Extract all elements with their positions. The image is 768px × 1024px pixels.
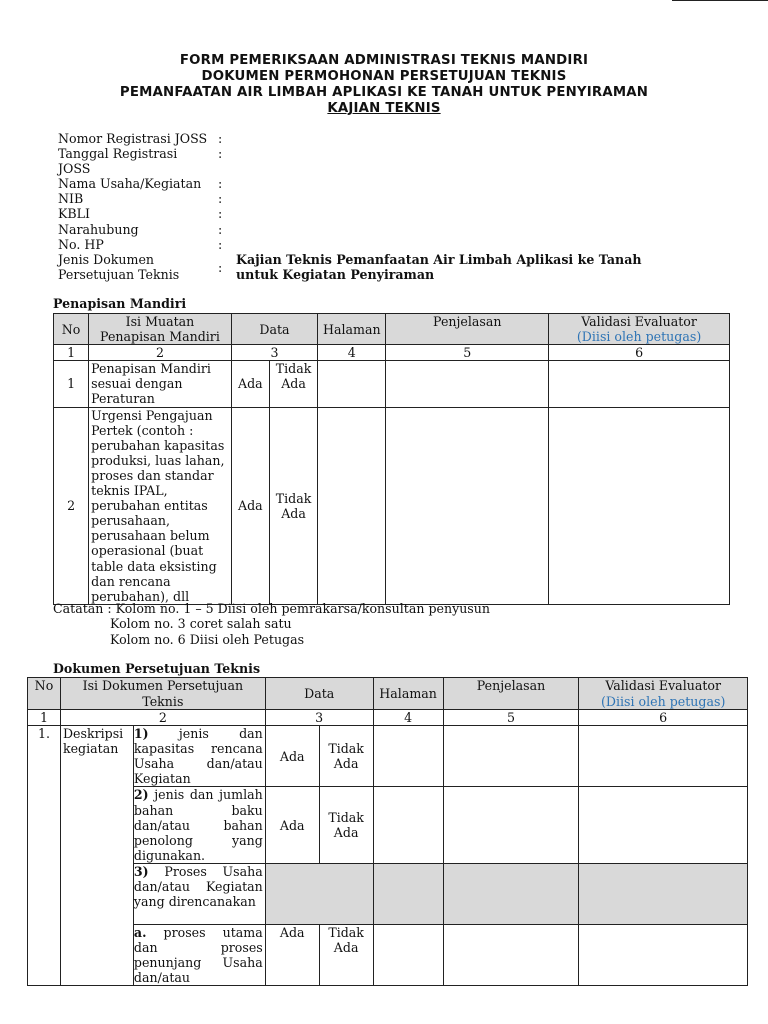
table-header-row [54,314,730,345]
info-row-tanggal [58,146,678,161]
info-row-tanggal-cont [58,161,678,176]
form-title-line-2: DOKUMEN PERMOHONAN PERSETUJUAN TEKNIS [201,69,567,84]
info-row-kbli [58,206,678,221]
halaman-cell[interactable] [318,407,386,604]
info-label: NIB [58,191,84,207]
shaded-cell [265,863,373,924]
penjelasan-cell[interactable] [443,726,579,787]
column-number: 4 [373,710,443,726]
catatan-notes [53,601,490,647]
halaman-cell[interactable] [373,726,443,787]
option-ada[interactable]: Ada [265,726,319,787]
info-row-nama-usaha [58,176,678,191]
validasi-cell[interactable] [579,726,748,787]
info-colon: : [218,221,223,237]
option-ada[interactable]: Ada [265,787,319,863]
col-header-penjelasan: Penjelasan [443,678,579,710]
dokumen-table [27,677,748,986]
row-number: 2 [54,407,89,604]
column-number: 2 [60,710,265,726]
option-tidak-ada[interactable]: Tidak Ada [319,787,373,863]
col-header-isi: Isi Muatan Penapisan Mandiri [89,314,232,345]
shaded-cell [579,863,748,924]
column-number: 2 [89,345,232,361]
info-colon: : [218,259,223,275]
registration-info [58,131,678,282]
penapisan-title: Penapisan Mandiri [53,296,187,311]
row-description: Urgensi Pengajuan Pertek (contoh : perubahan kapasitas produksi, luas lahan, proses dan standar teknis IPAL, perubahan entitas perusahaan, perusahaan belum operasional (buat table data eksisting dan rencana perubahan), dll [89,407,232,604]
col-header-data: Data [231,314,317,345]
table-row [28,787,748,863]
dokumen-title: Dokumen Persetujuan Teknis [53,661,261,676]
halaman-cell[interactable] [318,361,386,407]
option-ada[interactable]: Ada [265,924,319,985]
column-number-row [28,710,748,726]
info-label: KBLI [58,206,91,222]
column-number: 6 [549,345,730,361]
item-number: 2) [133,787,149,803]
row-description: Penapisan Mandiri sesuai dengan Peraturan [89,361,232,407]
column-number: 4 [318,345,386,361]
item-number: 1) [133,726,149,742]
info-value[interactable] [236,206,678,221]
jenis-dokumen-value: Kajian Teknis Pemanfaatan Air Limbah Aplikasi ke Tanah untuk Kegiatan Penyiraman [236,251,642,282]
penjelasan-cell[interactable] [443,924,579,985]
info-colon: : [218,206,223,222]
item-text [133,863,265,924]
col-header-halaman: Halaman [318,314,386,345]
info-value[interactable] [236,222,678,237]
option-tidak-ada[interactable]: Tidak Ada [269,407,317,604]
info-value[interactable] [236,131,678,146]
shaded-cell [443,863,579,924]
column-number: 6 [579,710,748,726]
table-row [54,407,730,604]
row-label: Deskripsi kegiatan [60,726,133,986]
info-colon: : [218,146,223,162]
item-description: proses utama dan proses penunjang Usaha dan/atau [133,924,263,986]
halaman-cell[interactable] [373,787,443,863]
row-number: 1 [54,361,89,407]
item-description: Proses Usaha dan/atau Kegiatan yang direncanakan [133,863,263,910]
row-number: 1. [28,726,61,986]
penapisan-table [53,313,730,605]
validasi-cell[interactable] [579,924,748,985]
table-row [54,361,730,407]
option-tidak-ada[interactable]: Tidak Ada [319,726,373,787]
column-number: 5 [386,345,549,361]
validasi-note: (Diisi oleh petugas) [600,693,726,709]
form-title-line-3: PEMANFAATAN AIR LIMBAH APLIKASI KE TANAH UNTUK PENYIRAMAN [119,85,649,100]
top-rule [672,0,768,1]
col-header-validasi [579,678,748,710]
validasi-label: Validasi Evaluator [581,314,697,329]
catatan-line-3: Kolom no. 6 Diisi oleh Petugas [110,631,305,647]
info-value[interactable] [236,176,678,191]
info-label: Nomor Registrasi JOSS [58,131,208,146]
option-ada[interactable]: Ada [231,407,269,604]
kajian-teknis-title: KAJIAN TEKNIS [327,101,441,116]
col-header-penjelasan: Penjelasan [386,314,549,345]
info-colon: : [218,236,223,252]
item-text [133,726,265,787]
penjelasan-cell[interactable] [443,787,579,863]
validasi-cell[interactable] [579,787,748,863]
validasi-note: (Diisi oleh petugas) [576,329,702,345]
item-text [133,924,265,985]
info-value[interactable] [236,191,678,206]
info-label [58,146,218,161]
info-label-line: Persetujuan Teknis [58,266,180,282]
validasi-label: Validasi Evaluator [605,678,722,694]
penjelasan-cell[interactable] [386,361,549,407]
info-value[interactable] [236,146,678,161]
info-label [58,252,218,282]
col-header-no: No [28,678,61,710]
col-header-no: No [54,314,89,345]
info-row-jenis-dokumen [58,252,678,282]
column-number-row [54,345,730,361]
info-row-nib [58,191,678,206]
col-header-isi: Isi Dokumen Persetujuan Teknis [60,678,265,710]
info-colon: : [218,176,223,192]
info-label-line: Jenis Dokumen [58,251,155,267]
info-row-nomor [58,131,678,146]
col-header-validasi [549,314,730,345]
penjelasan-cell[interactable] [386,407,549,604]
form-title-line-4 [0,101,768,117]
info-label: JOSS [58,161,91,177]
shaded-cell [373,863,443,924]
column-number: 3 [231,345,317,361]
catatan-line-1: Catatan : Kolom no. 1 – 5 Diisi oleh pemrakarsa/konsultan penyusun [53,601,490,616]
option-ada[interactable]: Ada [231,361,269,407]
table-row [28,726,748,787]
info-value[interactable] [236,237,678,252]
col-header-halaman: Halaman [373,678,443,710]
column-number: 1 [28,710,61,726]
item-description: jenis dan kapasitas rencana Usaha dan/atau Kegiatan [133,726,263,787]
item-text [133,787,265,863]
catatan-line-2: Kolom no. 3 coret salah satu [110,616,292,632]
info-row-no-hp [58,237,678,252]
option-tidak-ada[interactable]: Tidak Ada [319,924,373,985]
info-row-narahubung [58,222,678,237]
column-number: 3 [265,710,373,726]
halaman-cell[interactable] [373,924,443,985]
option-tidak-ada[interactable]: Tidak Ada [269,361,317,407]
info-label: Narahubung [58,221,139,237]
table-row [28,863,748,924]
info-label-text: Tanggal Registrasi [58,146,178,162]
table-row [28,924,748,985]
form-title-line-1: FORM PEMERIKSAAN ADMINISTRASI TEKNIS MANDIRI [179,53,589,68]
validasi-cell[interactable] [549,361,730,407]
column-number: 1 [54,345,89,361]
item-number: 3) [133,863,149,879]
info-label: No. HP [58,236,104,252]
info-label: Nama Usaha/Kegiatan [58,176,202,192]
col-header-data: Data [265,678,373,710]
validasi-cell[interactable] [549,407,730,604]
table-header-row [28,678,748,710]
info-colon: : [218,131,223,146]
item-number: a. [133,924,147,940]
info-colon: : [218,191,223,207]
item-description: jenis dan jumlah bahan baku dan/atau bahan penolong yang digunakan. [133,787,263,863]
column-number: 5 [443,710,579,726]
